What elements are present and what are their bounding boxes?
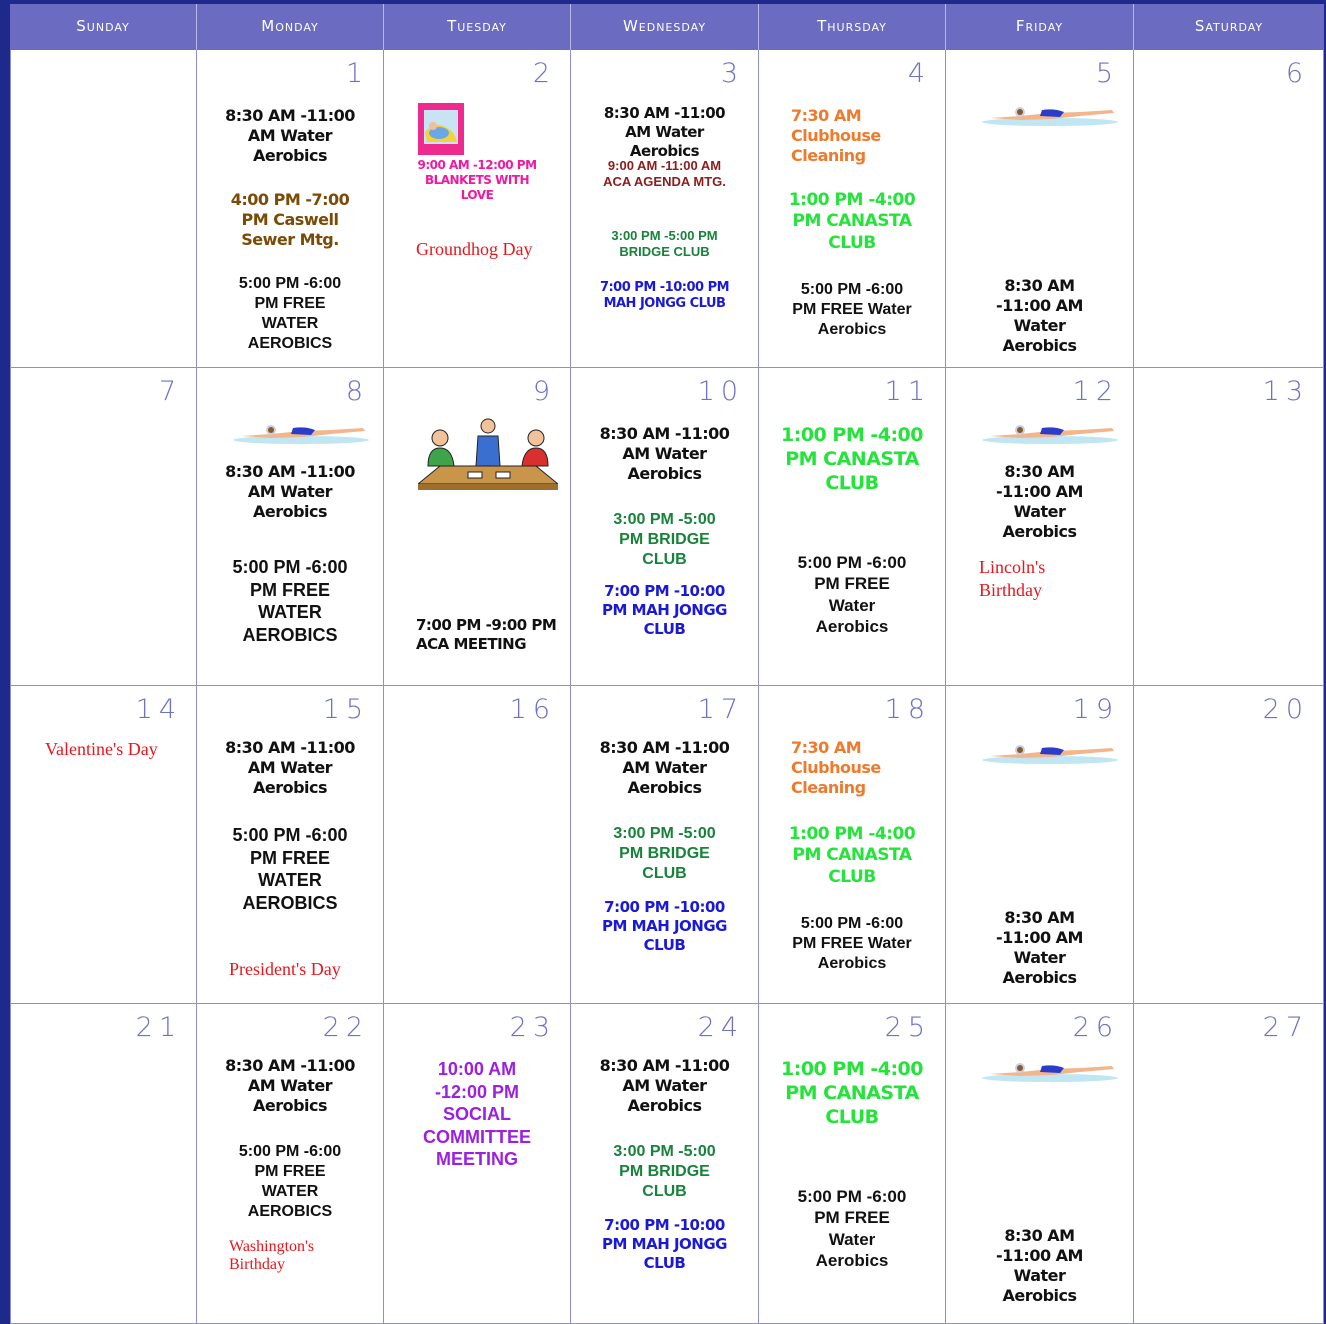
weekday-saturday: Saturday [1194,17,1264,35]
day-number: 11 [884,376,931,407]
weekday-friday: Friday [946,4,1134,50]
event-water-aerobics[interactable]: 8:30 AM -11:00 AM Water Aerobics [225,1056,355,1115]
day-number: 2 [532,58,556,89]
day-cell-13[interactable] [1134,368,1324,686]
weekday-header [10,4,1324,50]
event-free-water-aerobics[interactable]: 5:00 PM -6:00 PM FREE WATER AEROBICS [238,275,342,352]
day-number: 5 [1095,58,1119,89]
event-free-water-aerobics[interactable]: 5:00 PM -6:00 PM FREE WATER AEROBICS [238,1143,342,1220]
day-number: 6 [1285,58,1309,89]
day-number: 25 [884,1012,931,1043]
event-free-water-aerobics[interactable]: 5:00 PM -6:00 PM FREE WATER AEROBICS [232,557,348,645]
day-number: 14 [135,694,182,725]
day-cell-4[interactable] [759,50,946,368]
event-free-water-aerobics[interactable]: 5:00 PM -6:00 PM FREE Water Aerobics [792,915,912,972]
holiday-lincolns-birthday: Lincoln's Birthday [979,557,1046,600]
day-number: 23 [509,1012,556,1043]
calendar [10,4,1324,1324]
day-cell-16[interactable] [384,686,571,1004]
day-cell-18[interactable] [759,686,946,1004]
event-canasta-club[interactable]: 1:00 PM -4:00 PM CANASTA CLUB [788,190,916,253]
blanket-icon [417,102,465,156]
event-canasta-club[interactable]: 1:00 PM -4:00 PM CANASTA CLUB [781,424,923,494]
day-cell-19[interactable] [946,686,1134,1004]
day-number: 13 [1262,376,1309,407]
day-number: 19 [1072,694,1119,725]
day-cell-12[interactable] [946,368,1134,686]
event-clubhouse-cleaning[interactable]: 7:30 AM Clubhouse Cleaning [791,738,881,797]
day-cell-25[interactable] [759,1004,946,1324]
day-number: 24 [697,1012,744,1043]
event-bridge-club[interactable]: 3:00 PM -5:00 PM BRIDGE CLUB [613,1143,716,1200]
day-number: 15 [322,694,369,725]
day-number: 4 [907,58,931,89]
weekday-monday: Monday [197,4,384,50]
day-number: 12 [1072,376,1119,407]
holiday-presidents-day: President's Day [229,959,341,979]
event-free-water-aerobics[interactable]: 5:00 PM -6:00 PM FREE WATER AEROBICS [232,825,348,913]
day-number: 10 [697,376,744,407]
day-number: 27 [1262,1012,1309,1043]
day-cell-11[interactable] [759,368,946,686]
event-canasta-club[interactable]: 1:00 PM -4:00 PM CANASTA CLUB [788,824,916,887]
swimmer-icon [980,1056,1120,1086]
day-cell-1[interactable] [197,50,384,368]
day-cell-26[interactable] [946,1004,1134,1324]
event-water-aerobics[interactable]: 8:30 AM -11:00 AM Water Aerobics [599,424,730,483]
event-mah-jongg[interactable]: 7:00 PM -10:00 PM MAH JONGG CLUB [602,898,727,954]
event-water-aerobics[interactable]: 8:30 AM -11:00 AM Water Aerobics [599,738,730,797]
event-mah-jongg[interactable]: 7:00 PM -10:00 PM MAH JONGG CLUB [599,280,730,312]
event-water-aerobics[interactable]: 8:30 AM -11:00 AM Water Aerobics [599,1056,730,1115]
holiday-groundhog-day: Groundhog Day [416,239,533,259]
swimmer-icon [980,100,1120,130]
day-number: 3 [720,58,744,89]
event-aca-meeting[interactable]: 7:00 PM -9:00 PM ACA MEETING [416,616,557,653]
weekday-sunday: Sunday [10,4,197,50]
event-water-aerobics[interactable]: 8:30 AM -11:00 AM Water Aerobics [225,738,355,797]
weekday-thursday: Thursday [759,4,946,50]
day-cell-24[interactable] [571,1004,759,1324]
event-bridge-club[interactable]: 3:00 PM -5:00 PM BRIDGE CLUB [611,228,718,260]
event-social-committee[interactable]: 10:00 AM -12:00 PM SOCIAL COMMITTEE MEETING [423,1059,531,1169]
event-water-aerobics[interactable]: 8:30 AM -11:00 AM Water Aerobics [225,462,355,521]
day-cell-10[interactable] [571,368,759,686]
day-cell-9[interactable] [384,368,571,686]
event-water-aerobics[interactable]: 8:30 AM -11:00 AM Water Aerobics [996,276,1083,355]
day-number: 9 [532,376,556,407]
day-cell-21[interactable] [10,1004,197,1324]
day-cell-20[interactable] [1134,686,1324,1004]
day-number: 21 [135,1012,182,1043]
day-cell-6[interactable] [1134,50,1324,368]
event-water-aerobics[interactable]: 8:30 AM -11:00 AM Water Aerobics [225,106,355,165]
day-number: 16 [509,694,556,725]
day-cell-3[interactable] [571,50,759,368]
day-cell-17[interactable] [571,686,759,1004]
day-number: 26 [1072,1012,1119,1043]
day-number: 22 [322,1012,369,1043]
swimmer-icon [231,418,371,448]
day-cell-empty [10,50,197,368]
weekday-wednesday: Wednesday [571,4,759,50]
event-bridge-club[interactable]: 3:00 PM -5:00 PM BRIDGE CLUB [613,511,716,568]
event-caswell-sewer[interactable]: 4:00 PM -7:00 PM Caswell Sewer Mtg. [230,190,350,249]
holiday-washingtons-birthday: Washington's Birthday [229,1238,315,1274]
day-number: 18 [884,694,931,725]
event-mah-jongg[interactable]: 7:00 PM -10:00 PM MAH JONGG CLUB [602,1216,727,1272]
day-cell-8[interactable] [197,368,384,686]
event-water-aerobics[interactable]: 8:30 AM -11:00 AM Water Aerobics [996,1226,1083,1305]
event-mah-jongg[interactable]: 7:00 PM -10:00 PM MAH JONGG CLUB [602,582,727,638]
event-bridge-club[interactable]: 3:00 PM -5:00 PM BRIDGE CLUB [613,825,716,882]
day-cell-14[interactable] [10,686,197,1004]
day-number: 8 [345,376,369,407]
event-aca-agenda[interactable]: 9:00 AM -11:00 AM ACA AGENDA MTG. [603,158,726,190]
event-water-aerobics[interactable]: 8:30 AM -11:00 AM Water Aerobics [996,462,1083,541]
day-cell-5[interactable] [946,50,1134,368]
event-free-water-aerobics[interactable]: 5:00 PM -6:00 PM FREE Water Aerobics [797,553,907,636]
event-free-water-aerobics[interactable]: 5:00 PM -6:00 PM FREE Water Aerobics [797,1187,907,1270]
event-canasta-club[interactable]: 1:00 PM -4:00 PM CANASTA CLUB [781,1058,923,1128]
event-blankets-with-love[interactable]: 9:00 AM -12:00 PM BLANKETS WITH LOVE [417,158,537,202]
day-cell-22[interactable] [197,1004,384,1324]
event-water-aerobics[interactable]: 8:30 AM -11:00 AM Water Aerobics [996,908,1083,987]
weekday-tuesday: Tuesday [384,4,571,50]
day-number: 20 [1262,694,1309,725]
day-number: 7 [158,376,182,407]
swimmer-icon [980,418,1120,448]
event-water-aerobics[interactable]: 8:30 AM -11:00 AM Water Aerobics [603,104,726,160]
day-cell-2[interactable] [384,50,571,368]
day-cell-7[interactable] [10,368,197,686]
event-clubhouse-cleaning[interactable]: 7:30 AM Clubhouse Cleaning [791,106,881,165]
swimmer-icon [980,738,1120,768]
day-cell-23[interactable] [384,1004,571,1324]
meeting-icon [418,418,558,492]
day-cell-27[interactable] [1134,1004,1324,1324]
day-number: 1 [345,58,369,89]
event-free-water-aerobics[interactable]: 5:00 PM -6:00 PM FREE Water Aerobics [792,281,912,338]
day-cell-15[interactable] [197,686,384,1004]
holiday-valentines-day: Valentine's Day [45,739,158,759]
day-number: 17 [697,694,744,725]
